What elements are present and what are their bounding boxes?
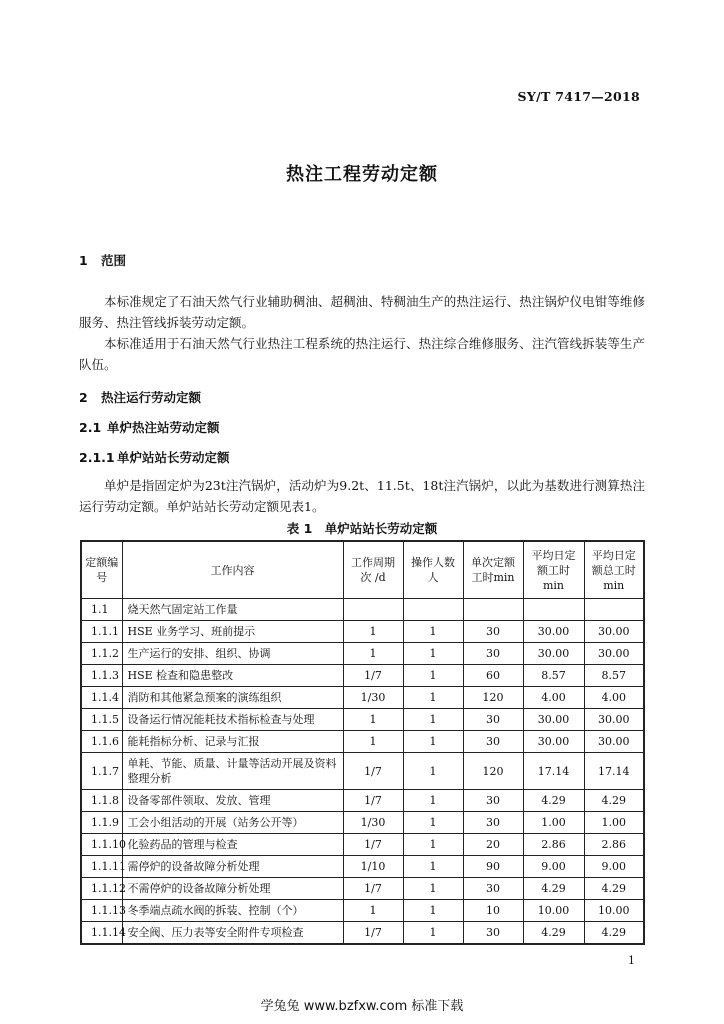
cell-avg-total: 9.00 [584, 856, 644, 878]
cell-content: 设备运行情况能耗技术指标检查与处理 [122, 709, 343, 731]
table-row [81, 643, 644, 665]
cell-cycle: 1/7 [343, 665, 403, 687]
table-row [81, 856, 644, 878]
cell-content: 生产运行的安排、组织、协调 [122, 643, 343, 665]
cell-code: 1.1.14 [81, 922, 122, 945]
cell-operators: 1 [403, 621, 463, 643]
header-content: 工作内容 [122, 541, 343, 599]
header-code: 定额编号 [81, 541, 122, 599]
section-2-1-1-heading [79, 448, 230, 466]
table-caption: 表 1 单炉站站长劳动定额 [286, 521, 438, 536]
labor-quota-table [80, 540, 645, 945]
cell-avg-total [584, 599, 644, 621]
cell-avg-daily: 1.00 [523, 812, 584, 834]
cell-cycle: 1/7 [343, 834, 403, 856]
cell-avg-daily: 4.00 [523, 687, 584, 709]
cell-code: 1.1.5 [81, 709, 122, 731]
cell-single-time: 10 [463, 900, 523, 922]
cell-avg-daily: 8.57 [523, 665, 584, 687]
cell-cycle: 1/7 [343, 753, 403, 790]
cell-cycle: 1/7 [343, 790, 403, 812]
table-row [81, 753, 644, 790]
table-row [81, 687, 644, 709]
cell-avg-total: 30.00 [584, 709, 644, 731]
single-boiler-paragraph: 单炉是指固定炉为23t注汽锅炉，活动炉为9.2t、11.5t、18t注汽锅炉，以此为基数进行测算热注运行劳动定额。单炉站站长劳动定额见表1。 [79, 478, 645, 514]
cell-single-time: 30 [463, 621, 523, 643]
table-row [81, 731, 644, 753]
header-single-time: 单次定额工时min [463, 541, 523, 599]
document-title: 热注工程劳动定额 [286, 164, 438, 185]
cell-content: 化验药品的管理与检查 [122, 834, 343, 856]
cell-cycle: 1/7 [343, 922, 403, 945]
cell-content: 工会小组活动的开展（站务公开等） [122, 812, 343, 834]
table-row [81, 900, 644, 922]
cell-single-time: 20 [463, 834, 523, 856]
header-operators: 操作人数人 [403, 541, 463, 599]
cell-code: 1.1.2 [81, 643, 122, 665]
cell-operators: 1 [403, 878, 463, 900]
cell-avg-total: 4.00 [584, 687, 644, 709]
cell-operators [403, 599, 463, 621]
header-avg-total: 平均日定额总工时min [584, 541, 644, 599]
table-row [81, 621, 644, 643]
cell-avg-daily: 4.29 [523, 922, 584, 945]
cell-single-time: 90 [463, 856, 523, 878]
cell-cycle: 1 [343, 900, 403, 922]
section-title: 热注运行劳动定额 [101, 390, 202, 405]
cell-operators: 1 [403, 790, 463, 812]
table-row [81, 665, 644, 687]
cell-avg-total: 4.29 [584, 790, 644, 812]
table-row [81, 812, 644, 834]
cell-single-time [463, 599, 523, 621]
cell-avg-daily: 9.00 [523, 856, 584, 878]
header-cycle: 工作周期次 /d [343, 541, 403, 599]
standard-code: SY/T 7417—2018 [517, 89, 640, 104]
cell-content: 设备零部件领取、发放、管理 [122, 790, 343, 812]
cell-code: 1.1 [81, 599, 122, 621]
cell-avg-total: 4.29 [584, 878, 644, 900]
cell-avg-total: 30.00 [584, 643, 644, 665]
cell-avg-daily: 2.86 [523, 834, 584, 856]
section-number: 2 [79, 390, 88, 405]
cell-content: HSE 业务学习、班前提示 [122, 621, 343, 643]
cell-avg-total: 2.86 [584, 834, 644, 856]
cell-cycle: 1 [343, 643, 403, 665]
cell-content: 单耗、节能、质量、计量等活动开展及资料整理分析 [122, 753, 343, 790]
cell-operators: 1 [403, 665, 463, 687]
table-row [81, 878, 644, 900]
section-2-1-heading [79, 418, 220, 436]
table-row [81, 709, 644, 731]
cell-code: 1.1.7 [81, 753, 122, 790]
cell-operators: 1 [403, 709, 463, 731]
section-title: 范围 [101, 253, 127, 268]
scope-paragraph-2: 本标准适用于石油天然气行业热注工程系统的热注运行、热注综合维修服务、注汽管线拆装等生产队伍。 [79, 336, 645, 372]
footer-watermark: 学兔兔 www.bzfxw.com 标准下载 [260, 999, 464, 1014]
cell-code: 1.1.10 [81, 834, 122, 856]
cell-avg-total: 17.14 [584, 753, 644, 790]
section-title: 单炉站站长劳动定额 [117, 450, 230, 465]
cell-single-time: 60 [463, 665, 523, 687]
cell-code: 1.1.13 [81, 900, 122, 922]
cell-operators: 1 [403, 687, 463, 709]
header-avg-daily: 平均日定额工时min [523, 541, 584, 599]
cell-operators: 1 [403, 900, 463, 922]
scope-paragraph-1: 本标准规定了石油天然气行业辅助稠油、超稠油、特稠油生产的热注运行、热注锅炉仪电钳等维修服务、热注管线拆装劳动定额。 [79, 294, 645, 330]
section-number: 2.1.1 [79, 450, 115, 465]
cell-operators: 1 [403, 812, 463, 834]
cell-code: 1.1.12 [81, 878, 122, 900]
table-row [81, 834, 644, 856]
cell-avg-daily: 4.29 [523, 790, 584, 812]
cell-code: 1.1.4 [81, 687, 122, 709]
cell-avg-total: 4.29 [584, 922, 644, 945]
cell-code: 1.1.1 [81, 621, 122, 643]
cell-operators: 1 [403, 731, 463, 753]
cell-cycle: 1/30 [343, 687, 403, 709]
page-number: 1 [628, 954, 635, 967]
cell-content: 冬季端点疏水阀的拆装、控制（个） [122, 900, 343, 922]
cell-cycle: 1/30 [343, 812, 403, 834]
cell-operators: 1 [403, 643, 463, 665]
cell-content: 需停炉的设备故障分析处理 [122, 856, 343, 878]
cell-avg-daily: 30.00 [523, 731, 584, 753]
cell-content: 安全阀、压力表等安全附件专项检查 [122, 922, 343, 945]
section-1-heading [79, 251, 126, 269]
cell-avg-daily: 10.00 [523, 900, 584, 922]
cell-cycle: 1 [343, 709, 403, 731]
cell-cycle [343, 599, 403, 621]
section-number: 2.1 [79, 420, 102, 435]
section-title: 单炉热注站劳动定额 [107, 420, 220, 435]
cell-single-time: 30 [463, 878, 523, 900]
cell-cycle: 1 [343, 731, 403, 753]
cell-single-time: 30 [463, 643, 523, 665]
cell-avg-daily: 17.14 [523, 753, 584, 790]
cell-avg-total: 30.00 [584, 731, 644, 753]
cell-content: 能耗指标分析、记录与汇报 [122, 731, 343, 753]
cell-cycle: 1 [343, 621, 403, 643]
cell-operators: 1 [403, 856, 463, 878]
cell-avg-total: 10.00 [584, 900, 644, 922]
cell-avg-daily: 4.29 [523, 878, 584, 900]
cell-single-time: 120 [463, 687, 523, 709]
section-number: 1 [79, 253, 88, 268]
table-row [81, 922, 644, 945]
cell-code: 1.1.11 [81, 856, 122, 878]
cell-code: 1.1.8 [81, 790, 122, 812]
cell-single-time: 30 [463, 922, 523, 945]
cell-single-time: 30 [463, 790, 523, 812]
cell-operators: 1 [403, 922, 463, 945]
cell-cycle: 1/7 [343, 878, 403, 900]
cell-single-time: 30 [463, 731, 523, 753]
cell-code: 1.1.6 [81, 731, 122, 753]
cell-avg-total: 8.57 [584, 665, 644, 687]
cell-content: 不需停炉的设备故障分析处理 [122, 878, 343, 900]
table-row [81, 599, 644, 621]
table-row [81, 790, 644, 812]
cell-single-time: 30 [463, 812, 523, 834]
cell-content: HSE 检查和隐患整改 [122, 665, 343, 687]
cell-operators: 1 [403, 834, 463, 856]
table-header-row [81, 541, 644, 599]
cell-content: 烧天然气固定站工作量 [122, 599, 343, 621]
cell-content: 消防和其他紧急预案的演练组织 [122, 687, 343, 709]
cell-single-time: 120 [463, 753, 523, 790]
cell-avg-total: 1.00 [584, 812, 644, 834]
cell-code: 1.1.9 [81, 812, 122, 834]
cell-single-time: 30 [463, 709, 523, 731]
section-2-heading [79, 388, 201, 406]
cell-avg-total: 30.00 [584, 621, 644, 643]
cell-avg-daily [523, 599, 584, 621]
cell-operators: 1 [403, 753, 463, 790]
cell-cycle: 1/10 [343, 856, 403, 878]
cell-avg-daily: 30.00 [523, 643, 584, 665]
cell-avg-daily: 30.00 [523, 621, 584, 643]
cell-code: 1.1.3 [81, 665, 122, 687]
cell-avg-daily: 30.00 [523, 709, 584, 731]
